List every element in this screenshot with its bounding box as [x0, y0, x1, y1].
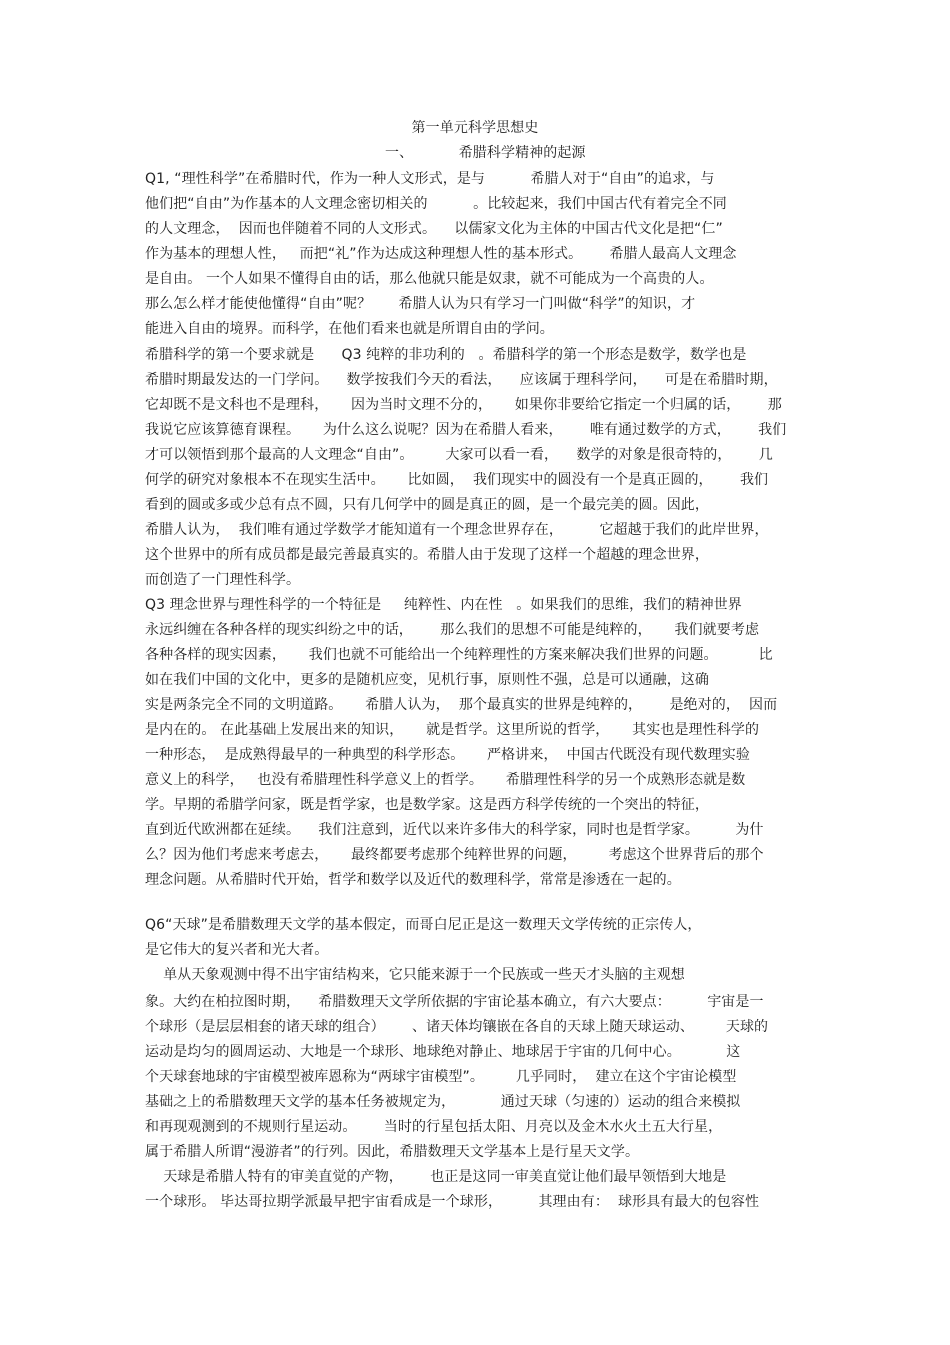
- body-text-line: 那么怎么样才能使他懂得“自由”呢？ 希腊人认为只有学习一门叫做“科学”的知识，才: [145, 296, 696, 312]
- body-text-line: 运动是均匀的圆周运动、大地是一个球形、地球绝对静止、地球居于宇宙的几何中心。 这: [145, 1044, 741, 1060]
- body-text-line: 理念问题。从希腊时代开始，哲学和数学以及近代的数理科学，常常是渗透在一起的。: [145, 872, 681, 888]
- body-text-line: 他们把“自由”为作基本的人文理念密切相关的 。比较起来，我们中国古代有着完全不同: [145, 196, 727, 212]
- body-text-line: 学。早期的希腊学问家，既是哲学家，也是数学家。这是西方科学传统的一个突出的特征，: [145, 797, 709, 813]
- body-text-line: 作为基本的理想人性， 而把“礼”作为达成这种理想人性的基本形式。 希腊人最高人文理念: [145, 246, 737, 262]
- body-text-line: 意义上的科学， 也没有希腊理性科学意义上的哲学。 希腊理性科学的另一个成熟形态就是数: [145, 772, 746, 788]
- body-text-line: 何学的研究对象根本不在现实生活中。 比如圆， 我们现实中的圆没有一个是真正圆的， 我们: [145, 472, 769, 488]
- body-text-line: 希腊科学的第一个要求就是 Q3 纯粹的非功利的 。希腊科学的第一个形态是数学，数学也是: [145, 347, 747, 363]
- body-text-line: 能进入自由的境界。而科学，在他们看来也就是所谓自由的学问。: [145, 321, 554, 337]
- body-text-line: Q6“天球”是希腊数理天文学的基本假定，而哥白尼正是这一数理天文学传统的正宗传人，: [145, 917, 702, 933]
- body-text-line: 永远纠缠在各种各样的现实纠纷之中的话， 那么我们的思想不可能是纯粹的， 我们就要考虑: [145, 622, 760, 638]
- body-text-line: Q1, “理性科学”在希腊时代，作为一种人文形式，是与 希腊人对于“自由”的追求，与: [145, 171, 715, 187]
- section-heading: 一、 希腊科学精神的起源: [385, 145, 586, 161]
- body-text-line: 实是两条完全不同的文明道路。 希腊人认为， 那个最真实的世界是纯粹的， 是绝对的， 因而: [145, 697, 778, 713]
- body-text-line: 基础之上的希腊数理天文学的基本任务被规定为， 通过天球（匀速的）运动的组合来模拟: [145, 1094, 741, 1110]
- body-text-line: Q3 理念世界与理性科学的一个特征是 纯粹性、内在性 。如果我们的思维，我们的精神世界: [145, 597, 742, 613]
- body-text-line: 直到近代欧洲都在延续。 我们注意到，近代以来许多伟大的科学家，同时也是哲学家。 为什: [145, 822, 764, 838]
- body-text-line: 是它伟大的复兴者和光大者。: [145, 942, 329, 958]
- body-text-line: 它却既不是文科也不是理科， 因为当时文理不分的， 如果你非要给它指定一个归属的话， 那: [145, 397, 782, 413]
- body-text-line: 看到的圆或多或少总有点不圆，只有几何学中的圆是真正的圆，是一个最完美的圆。因此，: [145, 497, 709, 513]
- body-text-line: 是内在的。 在此基础上发展出来的知识， 就是哲学。这里所说的哲学， 其实也是理性科学的: [145, 722, 760, 738]
- body-text-line: 各种各样的现实因素， 我们也就不可能给出一个纯粹理性的方案来解决我们世界的问题。 比: [145, 647, 773, 663]
- body-text-line: 属于希腊人所谓“漫游者”的行列。因此，希腊数理天文学基本上是行星天文学。: [145, 1144, 640, 1160]
- body-text-line: 是自由。 一个人如果不懂得自由的话，那么他就只能是奴隶，就不可能成为一个高贵的人。: [145, 271, 714, 287]
- body-text-line: 我说它应该算德育课程。 为什么这么说呢？因为在希腊人看来， 唯有通过数学的方式， 我们: [145, 422, 787, 438]
- body-text-line: 象。大约在柏拉图时期， 希腊数理天文学所依据的宇宙论基本确立，有六大要点： 宇宙是一: [145, 994, 764, 1010]
- body-text-line: 希腊时期最发达的一门学问。 数学按我们今天的看法， 应该属于理科学问， 可是在希腊时期，: [145, 372, 778, 388]
- body-text-line: 的人文理念， 因而也伴随着不同的人文形式。 以儒家文化为主体的中国古代文化是把“仁”: [145, 221, 723, 237]
- body-text-line: 和再现观测到的不规则行星运动。 当时的行星包括太阳、月亮以及金木水火土五大行星，: [145, 1119, 723, 1135]
- body-text-line: 么？因为他们考虑来考虑去， 最终都要考虑那个纯粹世界的问题， 考虑这个世界背后的那个: [145, 847, 764, 863]
- body-text-line: 而创造了一门理性科学。: [145, 572, 301, 588]
- body-text-line: 个球形（是层层相套的诸天球的组合） 、诸天体均镶嵌在各自的天球上随天球运动、 天球的: [145, 1019, 769, 1035]
- body-text-line: 如在我们中国的文化中，更多的是随机应变，见机行事，原则性不强，总是可以通融，这确: [145, 672, 709, 688]
- body-text-line: 一个球形。 毕达哥拉期学派最早把宇宙看成是一个球形， 其理由有： 球形具有最大的包容性: [145, 1194, 760, 1210]
- body-text-line: 个天球套地球的宇宙模型被库恩称为“两球宇宙模型”。 几乎同时， 建立在这个宇宙论模型: [145, 1069, 737, 1085]
- body-text-line: 天球是希腊人特有的审美直觉的产物， 也正是这同一审美直觉让他们最早领悟到大地是: [145, 1169, 727, 1185]
- body-text-line: 一种形态， 是成熟得最早的一种典型的科学形态。 严格讲来， 中国古代既没有现代数理实验: [145, 747, 750, 763]
- body-text-line: 希腊人认为， 我们唯有通过学数学才能知道有一个理念世界存在， 它超越于我们的此岸世界，: [145, 522, 769, 538]
- body-text-line: 才可以领悟到那个最高的人文理念“自由”。 大家可以看一看， 数学的对象是很奇特的， 几: [145, 447, 773, 463]
- document-title: 第一单元科学思想史: [411, 120, 539, 136]
- body-text-line: 这个世界中的所有成员都是最完善最真实的。希腊人由于发现了这样一个超越的理念世界，: [145, 547, 709, 563]
- body-text-line: 单从天象观测中得不出宇宙结构来，它只能来源于一个民族或一些天才头脑的主观想: [145, 967, 685, 983]
